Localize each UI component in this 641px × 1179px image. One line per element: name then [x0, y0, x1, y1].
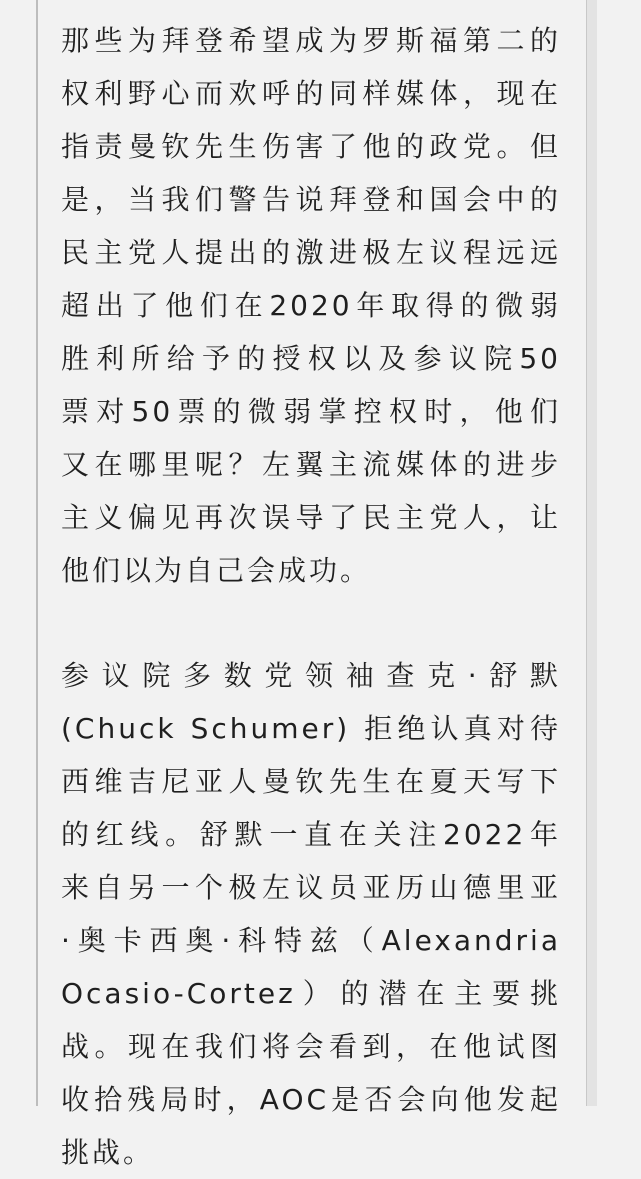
paragraph-line: 来自另一个极左议员亚历山德里亚 [61, 871, 561, 904]
paragraph-gap [61, 597, 561, 649]
paragraph-line: 西维吉尼亚人曼钦先生在夏天写下 [61, 765, 561, 798]
paragraph-line: 超出了他们在2020年取得的微弱 [61, 289, 561, 322]
paragraph-line: 又在哪里呢？左翼主流媒体的进步 [61, 448, 561, 481]
paragraph-2 [61, 649, 561, 1179]
paragraph-line: 那些为拜登希望成为罗斯福第二的 [61, 24, 561, 57]
paragraph-line: ·奥卡西奥·科特兹（Alexandria [61, 924, 561, 957]
paragraph-line: 胜利所给予的授权以及参议院50 [61, 342, 561, 375]
left-border-line [36, 0, 38, 1106]
paragraph-line: Ocasio-Cortez）的潜在主要挑 [61, 977, 561, 1010]
paragraph-line: 战。现在我们将会看到，在他试图 [61, 1030, 561, 1063]
paragraph-line: 参议院多数党领袖查克·舒默 [61, 659, 561, 692]
right-scroll-edge [586, 0, 597, 1106]
paragraph-line: 民主党人提出的激进极左议程远远 [61, 236, 561, 269]
paragraph-1 [61, 14, 561, 597]
paragraph-line: 票对50票的微弱掌控权时，他们 [61, 395, 561, 428]
article-body [61, 14, 561, 1179]
paragraph-line: 他们以为自己会成功。 [61, 554, 372, 587]
paragraph-line: 主义偏见再次误导了民主党人，让 [61, 501, 561, 534]
paragraph-line: 权利野心而欢呼的同样媒体，现在 [61, 77, 561, 110]
paragraph-line: 的红线。舒默一直在关注2022年 [61, 818, 561, 851]
paragraph-line: 指责曼钦先生伤害了他的政党。但 [61, 130, 561, 163]
paragraph-line: 收拾残局时，AOC是否会向他发起 [61, 1083, 561, 1116]
paragraph-line: 是，当我们警告说拜登和国会中的 [61, 183, 561, 216]
paragraph-line: 挑战。 [61, 1136, 155, 1169]
paragraph-line: (Chuck Schumer) 拒绝认真对待 [61, 712, 561, 745]
